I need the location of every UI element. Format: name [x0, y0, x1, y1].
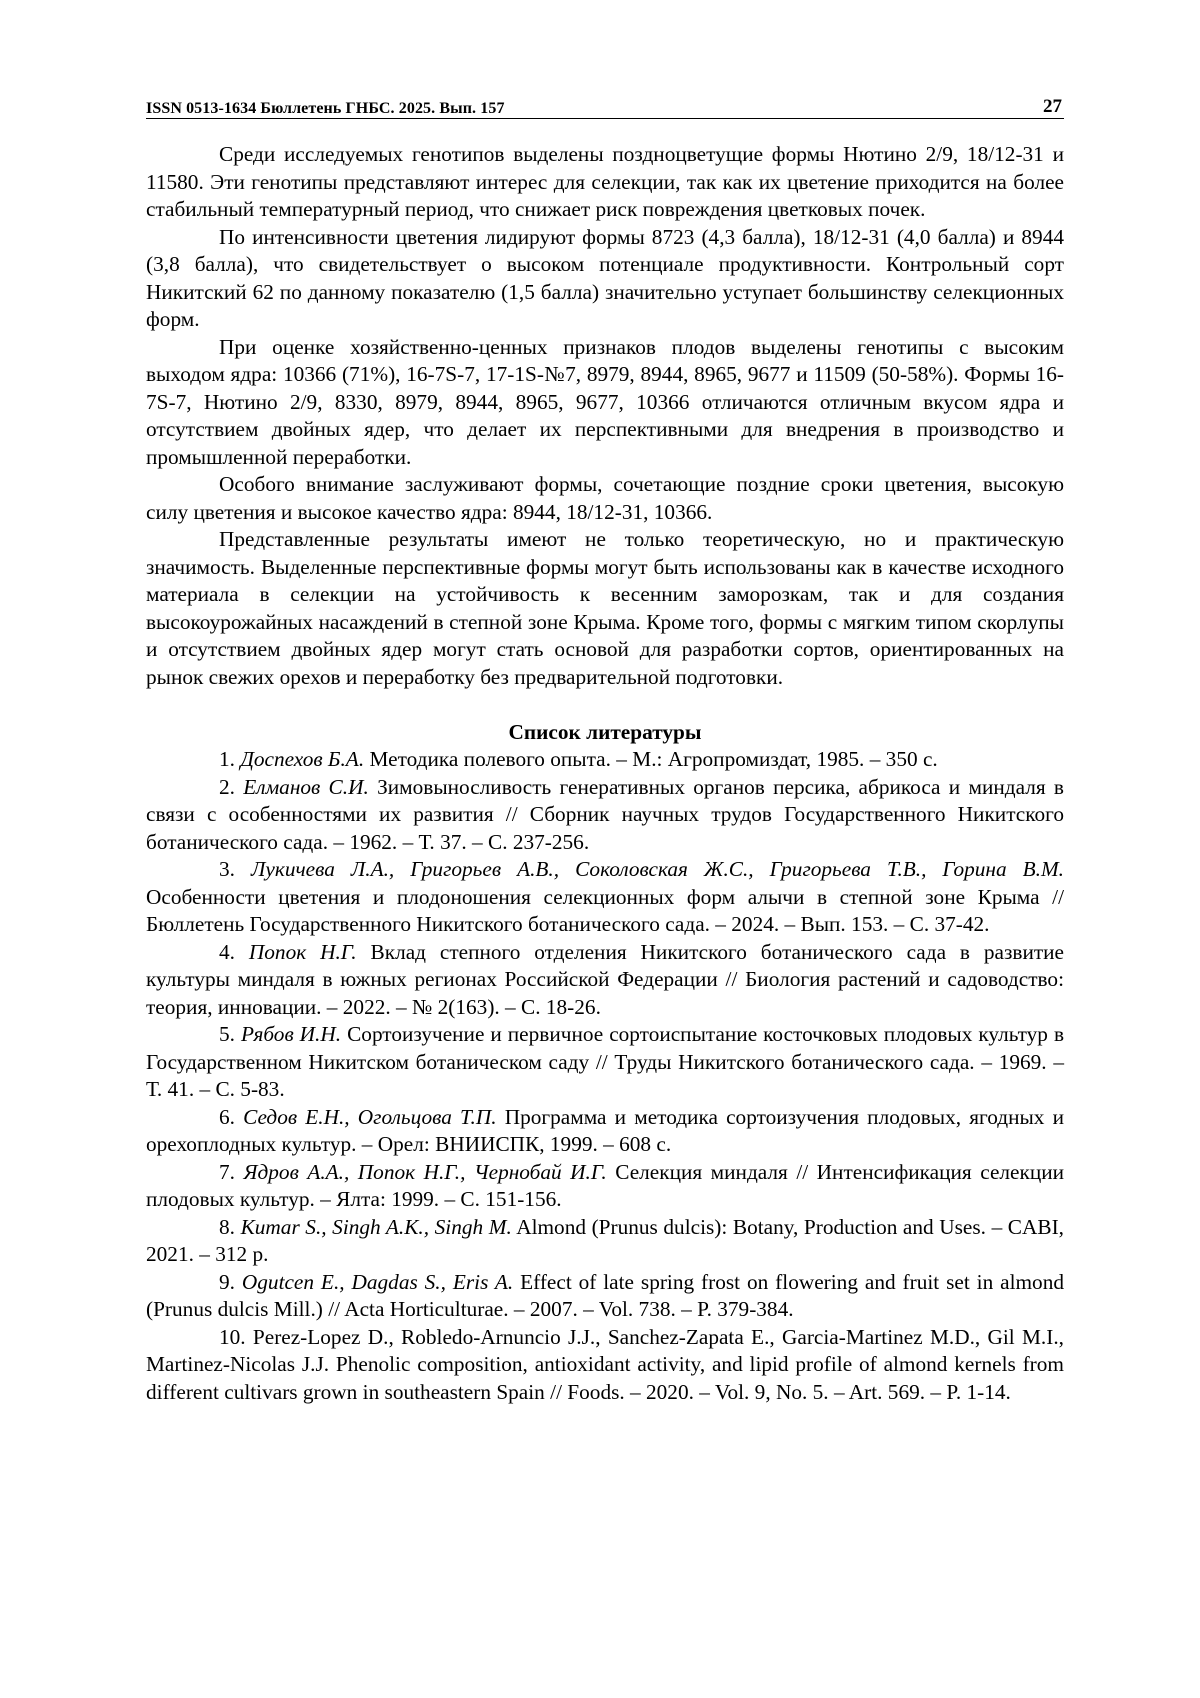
reference-authors: Попок Н.Г.: [248, 939, 357, 964]
reference-number: 10.: [219, 1324, 246, 1349]
reference-text: Особенности цветения и плодоношения селекционных форм алычи в степной зоне Крыма // Бюллетень Государственного Никитского ботанического сада. – 2024. – Вып. 153. – С. 37-42.: [146, 884, 1064, 936]
reference-item: [146, 1104, 1064, 1159]
reference-number: 7.: [219, 1159, 235, 1184]
paragraph: По интенсивности цветения лидируют формы 8723 (4,3 балла), 18/12-31 (4,0 балла) и 8944 (3,8 балла), что свидетельствует о высоком потенциале продуктивности. Контрольный сорт Никитский 62 по данному показателю (1,5 балла) значительно уступает большинству селекционных форм.: [146, 224, 1064, 331]
body-text: [146, 141, 1064, 691]
reference-text: Almond (Prunus dulcis): Botany, Production and Uses. – CABI, 2021. – 312 p.: [146, 1214, 1064, 1266]
reference-number: 1.: [219, 747, 235, 771]
reference-item: [146, 1214, 1064, 1269]
reference-text: Селекция миндаля // Интенсификация селекции плодовых культур. – Ялта: 1999. – С. 151-156.: [146, 1159, 1065, 1211]
reference-text: Вклад степного отделения Никитского ботанического сада в развитие культуры миндаля в южных регионах Российской Федерации // Биология растений и садоводство: теория, инновации. – 2022. – № 2(163). – С. 18-26.: [146, 939, 1065, 1019]
reference-item: [146, 1021, 1064, 1104]
reference-item: [146, 774, 1064, 857]
reference-text: Методика полевого опыта. – М.: Агропромиздат, 1985. – 350 с.: [364, 747, 938, 771]
reference-authors: Лукичева Л.А., Григорьев А.В., Соколовская Ж.С., Григорьева Т.В., Горина В.М.: [251, 857, 1065, 881]
reference-number: 6.: [219, 1104, 235, 1129]
page-number: 27: [1043, 96, 1062, 117]
reference-item: [146, 939, 1064, 1022]
paragraph: Представленные результаты имеют не только теоретическую, но и практическую значимость. Выделенные перспективные формы могут быть использованы как в качестве исходного материала в селекции на устойчивость к весенним заморозкам, так и для создания высокоурожайных насаждений в степной зоне Крыма. Кроме того, формы с мягким типом скорлупы и отсутствием двойных ядер могут стать основой для разработки сортов, ориентированных на рынок свежих орехов и переработку без предварительной подготовки.: [146, 527, 1064, 689]
paragraph: При оценке хозяйственно-ценных признаков плодов выделены генотипы с высоким выходом ядра: 10366 (71%), 16-7S-7, 17-1S-№7, 8979, 8944, 8965, 9677 и 11509 (50-58%). Формы 16-7S-7, Нютино 2/9, 8330, 8979, 8944, 8965, 9677, 10366 отличаются отличным вкусом ядра и отсутствием двойных ядер, что делает их перспективными для внедрения в производство и промышленной переработки.: [146, 334, 1064, 469]
reference-text: Программа и методика сортоизучения плодовых, ягодных и орехоплодных культур. – Орел: ВНИИСПК, 1999. – 608 с.: [146, 1104, 1064, 1156]
running-header: [146, 92, 1064, 119]
reference-text: Effect of late spring frost on flowering and fruit set in almond (Prunus dulcis Mill.) // Acta Horticulturae. – 2007. – Vol. 738. – P. 379-384.: [146, 1269, 1064, 1321]
reference-list: [146, 746, 1064, 1406]
references-heading: Список литературы: [508, 720, 702, 744]
reference-number: 8.: [219, 1214, 235, 1239]
reference-number: 3.: [219, 857, 235, 881]
paragraph: Среди исследуемых генотипов выделены поздноцветущие формы Нютино 2/9, 18/12-31 и 11580. Эти генотипы представляют интерес для селекции, так как их цветение приходится на более стабильный температурный период, что снижает риск повреждения цветковых почек.: [146, 142, 1064, 221]
reference-item: [146, 856, 1064, 939]
reference-text: Perez-Lopez D., Robledo-Arnuncio J.J., Sanchez-Zapata E., Garcia-Martinez M.D., Gil M.I., Martinez-Nicolas J.J. Phenolic composition, antioxidant activity, and lipid profile of almond kernels from different cultivars grown in southeastern Spain // Foods. – 2020. – Vol. 9, No. 5. – Art. 569. – P. 1-14.: [146, 1324, 1064, 1404]
reference-item: [146, 746, 1064, 774]
paragraph: Особого внимание заслуживают формы, сочетающие поздние сроки цветения, высокую силу цветения и высокое качество ядра: 8944, 18/12-31, 10366.: [146, 472, 1064, 524]
reference-number: 4.: [219, 939, 235, 964]
reference-number: 9.: [219, 1269, 235, 1294]
reference-authors: Доспехов Б.А.: [240, 747, 365, 771]
reference-authors: Kumar S., Singh A.K., Singh M.: [240, 1214, 512, 1239]
reference-authors: Ogutcen E., Dagdas S., Eris A.: [241, 1269, 514, 1294]
reference-item: [146, 1269, 1064, 1324]
reference-number: 5.: [219, 1022, 235, 1046]
reference-text: Сортоизучение и первичное сортоиспытание косточковых плодовых культур в Государственном Никитском ботаническом саду // Труды Никитского ботанического сада. – 1969. – Т. 41. – С. 5-83.: [146, 1022, 1065, 1101]
reference-number: 2.: [219, 774, 235, 799]
reference-item: [146, 1159, 1064, 1214]
reference-item: [146, 1324, 1064, 1407]
reference-authors: Рябов И.Н.: [240, 1022, 342, 1046]
reference-text: Зимовыносливость генеративных органов персика, абрикоса и миндаля в связи с особенностями их развития // Сборник научных трудов Государственного Никитского ботанического сада. – 1962. – Т. 37. – С. 237-256.: [146, 774, 1064, 854]
reference-authors: Елманов С.И.: [243, 774, 369, 799]
page: [146, 92, 1064, 1406]
journal-info: ISSN 0513-1634 Бюллетень ГНБС. 2025. Вып. 157: [146, 100, 505, 117]
reference-authors: Седов Е.Н., Огольцова Т.П.: [243, 1104, 497, 1129]
reference-authors: Ядров А.А., Попок Н.Г., Чернобай И.Г.: [243, 1159, 607, 1184]
